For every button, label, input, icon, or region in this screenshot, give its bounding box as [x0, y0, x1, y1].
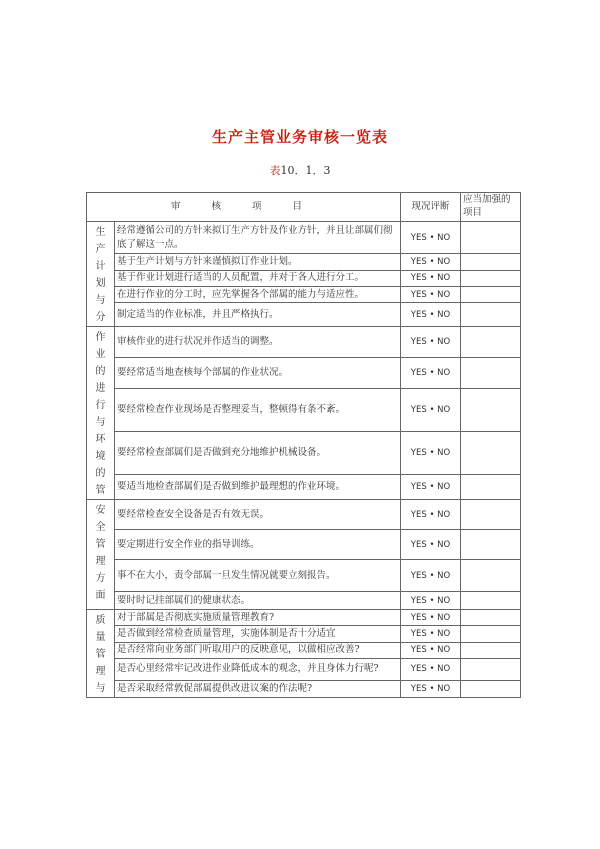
strengthen-cell — [461, 530, 521, 560]
strengthen-cell — [461, 327, 521, 358]
audit-item: 审核作业的进行状况并作适当的调整。 — [115, 327, 401, 358]
category-label: 作业的进行与环境的管 — [95, 332, 106, 496]
header-audit-item: 审 核 项 目 — [87, 193, 401, 222]
table-row — [87, 327, 521, 358]
table-row — [87, 254, 521, 270]
status-yes-no: YES • NO — [401, 610, 461, 626]
strengthen-cell — [461, 500, 521, 530]
status-yes-no: YES • NO — [401, 222, 461, 254]
table-row — [87, 530, 521, 560]
header-strengthen: 应当加强的项目 — [461, 193, 521, 222]
page-title: 生产主管业务审核一览表 — [211, 128, 388, 146]
strengthen-cell — [461, 432, 521, 475]
strengthen-cell — [461, 560, 521, 592]
table-row — [87, 626, 521, 642]
status-yes-no: YES • NO — [401, 475, 461, 500]
strengthen-cell — [461, 642, 521, 658]
table-row — [87, 270, 521, 286]
strengthen-cell — [461, 475, 521, 500]
strengthen-cell — [461, 388, 521, 431]
status-yes-no: YES • NO — [401, 680, 461, 697]
status-yes-no: YES • NO — [401, 626, 461, 642]
table-row — [87, 303, 521, 327]
strengthen-cell — [461, 658, 521, 680]
category-cell — [87, 610, 115, 698]
audit-item: 要经常适当地查核每个部属的作业状况。 — [115, 357, 401, 388]
status-yes-no: YES • NO — [401, 357, 461, 388]
table-row — [87, 680, 521, 697]
table-number-prefix: 表 — [269, 164, 281, 177]
table-number-value: 10．1．3 — [280, 164, 331, 177]
audit-item: 要适当地检查部属们是否做到维护最理想的作业环境。 — [115, 475, 401, 500]
table-row — [87, 610, 521, 626]
audit-item: 是否心里经常牢记改进作业降低成本的观念，并且身体力行呢? — [115, 658, 401, 680]
table-row — [87, 560, 521, 592]
audit-item: 对于部属是否彻底实施质量管理教育? — [115, 610, 401, 626]
strengthen-cell — [461, 626, 521, 642]
audit-item: 要时时记挂部属们的健康状态。 — [115, 592, 401, 610]
category-label: 质量管理与 — [95, 615, 106, 694]
audit-item: 经常遵循公司的方针来拟订生产方针及作业方针，并且让部属们彻底了解这一点。 — [115, 222, 401, 254]
category-label: 安全管理方面 — [95, 505, 106, 601]
header-status: 现况评断 — [401, 193, 461, 222]
audit-item: 要定期进行安全作业的指导训练。 — [115, 530, 401, 560]
status-yes-no: YES • NO — [401, 254, 461, 270]
status-yes-no: YES • NO — [401, 270, 461, 286]
table-row — [87, 500, 521, 530]
audit-item: 事不在大小，责令部属一旦发生情况就要立刻报告。 — [115, 560, 401, 592]
audit-item: 基于生产计划与方针来谨慎拟订作业计划。 — [115, 254, 401, 270]
status-yes-no: YES • NO — [401, 500, 461, 530]
table-row — [87, 592, 521, 610]
status-yes-no: YES • NO — [401, 388, 461, 431]
table-body — [87, 222, 521, 698]
category-label: 生产计划与分 — [95, 227, 106, 323]
status-yes-no: YES • NO — [401, 592, 461, 610]
table-row — [87, 642, 521, 658]
strengthen-cell — [461, 286, 521, 302]
audit-item: 在进行作业的分工时，应先掌握各个部属的能力与适应性。 — [115, 286, 401, 302]
audit-item: 要经常检查安全设备是否有效无误。 — [115, 500, 401, 530]
status-yes-no: YES • NO — [401, 658, 461, 680]
strengthen-cell — [461, 680, 521, 697]
category-cell — [87, 327, 115, 500]
status-yes-no: YES • NO — [401, 432, 461, 475]
strengthen-cell — [461, 254, 521, 270]
audit-item: 制定适当的作业标准，并且严格执行。 — [115, 303, 401, 327]
audit-item: 要经常检查部属们是否做到充分地维护机械设备。 — [115, 432, 401, 475]
audit-item: 基于作业计划进行适当的人员配置，并对于各人进行分工。 — [115, 270, 401, 286]
strengthen-cell — [461, 270, 521, 286]
strengthen-cell — [461, 610, 521, 626]
audit-table — [86, 192, 521, 698]
status-yes-no: YES • NO — [401, 530, 461, 560]
status-yes-no: YES • NO — [401, 303, 461, 327]
strengthen-cell — [461, 592, 521, 610]
strengthen-cell — [461, 303, 521, 327]
strengthen-cell — [461, 357, 521, 388]
audit-item: 是否做到经常检查质量管理，实施体制是否十分适宜 — [115, 626, 401, 642]
audit-item: 要经常检查作业现场是否整理妥当，整顿得有条不紊。 — [115, 388, 401, 431]
strengthen-cell — [461, 222, 521, 254]
audit-item: 是否经常向业务部门听取用户的反映意见，以做相应改善? — [115, 642, 401, 658]
table-row — [87, 432, 521, 475]
table-row — [87, 222, 521, 254]
table-row — [87, 388, 521, 431]
status-yes-no: YES • NO — [401, 327, 461, 358]
table-header-row — [87, 193, 521, 222]
category-cell — [87, 222, 115, 327]
audit-item: 是否采取经常敦促部属提供改进议案的作法呢? — [115, 680, 401, 697]
table-number — [0, 162, 600, 178]
status-yes-no: YES • NO — [401, 560, 461, 592]
table-row — [87, 658, 521, 680]
table-row — [87, 475, 521, 500]
table-row — [87, 357, 521, 388]
category-cell — [87, 500, 115, 610]
table-row — [87, 286, 521, 302]
status-yes-no: YES • NO — [401, 286, 461, 302]
status-yes-no: YES • NO — [401, 642, 461, 658]
